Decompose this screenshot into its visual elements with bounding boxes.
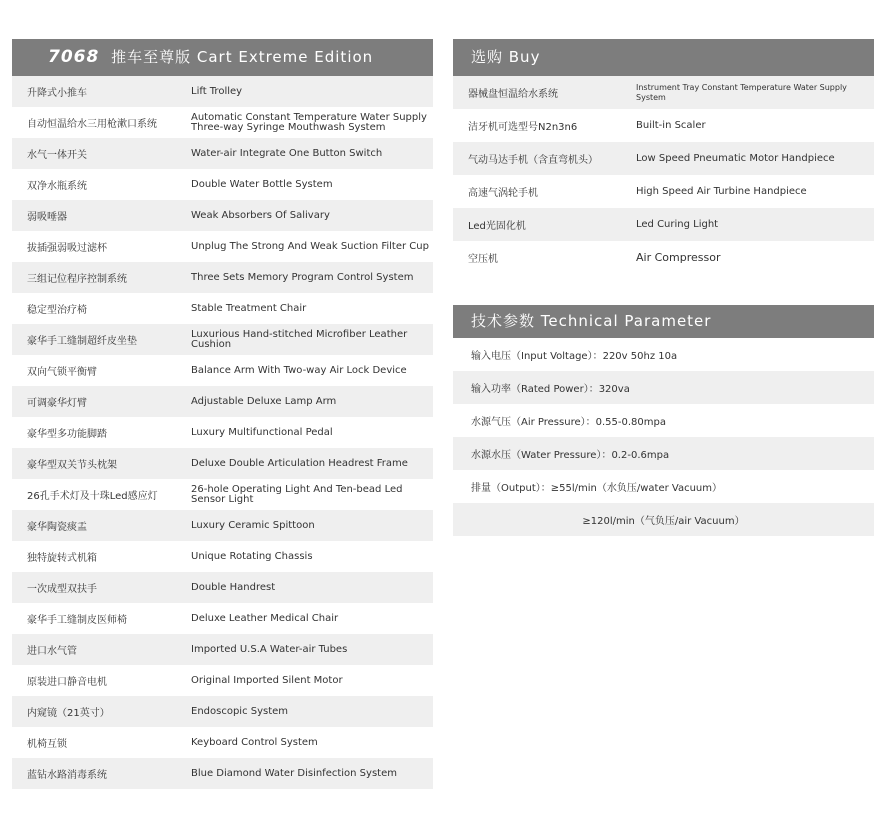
feature-name-en: Deluxe Leather Medical Chair (191, 612, 339, 624)
feature-name-en: Low Speed Pneumatic Motor Handpiece (636, 152, 835, 164)
buy-list (453, 76, 874, 274)
parameter-text: 输入电压（Input Voltage）：220v 50hz 10a (471, 351, 678, 362)
table-row (12, 603, 433, 634)
table-row (12, 448, 433, 479)
features-header (12, 39, 433, 76)
table-row (12, 727, 433, 758)
feature-name-zh: 豪华手工缝制皮医师椅 (27, 615, 127, 626)
feature-name-en: Blue Diamond Water Disinfection System (191, 767, 397, 779)
table-row (453, 109, 874, 142)
parameter-row (453, 437, 874, 470)
feature-name-zh: 弱吸唾器 (27, 212, 67, 223)
table-row (12, 138, 433, 169)
feature-name-en: Luxury Multifunctional Pedal (191, 426, 333, 438)
feature-name-zh: Led光固化机 (468, 221, 526, 232)
model-number: 7068 (48, 47, 100, 67)
table-row (12, 169, 433, 200)
feature-name-en: Automatic Constant Temperature Water Supply Three-way Syringe Mouthwash System (191, 111, 427, 133)
table-row (12, 76, 433, 107)
feature-name-en: High Speed Air Turbine Handpiece (636, 185, 807, 197)
feature-name-en: Water-air Integrate One Button Switch (191, 147, 383, 159)
parameter-text: 输入功率（Rated Power）：320va (471, 384, 630, 395)
parameter-row (453, 338, 874, 371)
tech-title: 技术参数 Technical Parameter (471, 312, 712, 330)
feature-name-en: Original Imported Silent Motor (191, 674, 343, 686)
features-list (12, 76, 433, 789)
table-row (12, 572, 433, 603)
feature-name-en: Luxury Ceramic Spittoon (191, 519, 315, 531)
table-row (12, 696, 433, 727)
feature-name-en: Luxurious Hand-stitched Microfiber Leather Cushion (191, 328, 408, 350)
feature-name-en: 26-hole Operating Light And Ten-bead Led Sensor Light (191, 483, 403, 505)
table-row (12, 107, 433, 138)
feature-name-zh: 洁牙机可选型号N2n3n6 (468, 122, 578, 133)
parameter-row (453, 503, 874, 536)
feature-name-zh: 水气一体开关 (27, 150, 87, 161)
parameter-row (453, 371, 874, 404)
table-row (12, 541, 433, 572)
feature-name-en: Led Curing Light (636, 218, 719, 230)
feature-name-zh: 独特旋转式机箱 (27, 553, 97, 564)
table-row (453, 241, 874, 274)
feature-name-en: Keyboard Control System (191, 736, 318, 748)
parameter-text: 水源气压（Air Pressure）：0.55-0.80mpa (471, 417, 666, 428)
table-row (12, 355, 433, 386)
feature-name-zh: 双净水瓶系统 (27, 181, 87, 192)
tech-header (453, 305, 874, 338)
feature-name-zh: 豪华型多功能脚踏 (27, 429, 107, 440)
feature-name-en: Three Sets Memory Program Control System (191, 271, 414, 283)
feature-name-zh: 蓝钻水路消毒系统 (27, 770, 107, 781)
feature-name-en: Unique Rotating Chassis (191, 550, 313, 562)
feature-name-en: Lift Trolley (191, 85, 243, 97)
feature-name-en: Adjustable Deluxe Lamp Arm (191, 395, 337, 407)
parameter-text: 排量（Output）：≥55l/min（水负压/water Vacuum） (471, 483, 722, 494)
feature-name-en: Air Compressor (636, 250, 721, 264)
feature-name-en: Double Water Bottle System (191, 178, 333, 190)
buy-title: 选购 Buy (471, 48, 541, 66)
features-title: 推车至尊版 Cart Extreme Edition (111, 48, 374, 66)
parameter-row (453, 404, 874, 437)
tech-list (453, 338, 874, 536)
feature-name-en: Weak Absorbers Of Salivary (191, 209, 330, 221)
feature-name-en: Imported U.S.A Water-air Tubes (191, 643, 348, 655)
buy-header (453, 39, 874, 76)
feature-name-zh: 一次成型双扶手 (27, 584, 97, 595)
feature-name-zh: 器械盘恒温给水系统 (468, 89, 558, 100)
parameter-text: ≥120l/min（气负压/air Vacuum） (582, 516, 745, 527)
feature-name-en: Double Handrest (191, 581, 276, 593)
table-row (453, 142, 874, 175)
feature-name-zh: 气动马达手机（含直弯机头） (468, 155, 598, 166)
table-row (12, 634, 433, 665)
feature-name-zh: 双向气锁平衡臂 (27, 367, 97, 378)
feature-name-zh: 进口水气管 (27, 646, 77, 657)
feature-name-en: Instrument Tray Constant Temperature Water Supply System (636, 82, 847, 102)
table-row (12, 479, 433, 510)
feature-name-en: Endoscopic System (191, 705, 289, 717)
table-row (453, 175, 874, 208)
feature-name-zh: 机椅互锁 (27, 739, 67, 750)
feature-name-zh: 内窥镜（21英寸） (27, 708, 110, 719)
table-row (12, 324, 433, 355)
parameter-text: 水源水压（Water Pressure）：0.2-0.6mpa (471, 450, 670, 461)
table-row (12, 417, 433, 448)
parameter-row (453, 470, 874, 503)
table-row (12, 293, 433, 324)
feature-name-zh: 三组记位程序控制系统 (27, 274, 127, 285)
feature-name-zh: 自动恒温给水三用枪漱口系统 (27, 119, 157, 130)
feature-name-zh: 可调豪华灯臂 (27, 398, 87, 409)
table-row (12, 200, 433, 231)
feature-name-zh: 高速气涡轮手机 (468, 188, 538, 199)
feature-name-zh: 空压机 (468, 254, 498, 265)
table-row (12, 510, 433, 541)
tech-panel (453, 305, 874, 536)
table-row (12, 758, 433, 789)
feature-name-zh: 豪华手工缝制超纤皮坐垫 (27, 336, 137, 347)
table-row (12, 386, 433, 417)
feature-name-zh: 稳定型治疗椅 (27, 305, 87, 316)
feature-name-en: Unplug The Strong And Weak Suction Filter Cup (191, 240, 429, 252)
feature-name-en: Deluxe Double Articulation Headrest Frame (191, 457, 408, 469)
feature-name-zh: 26孔手术灯及十珠Led感应灯 (27, 491, 158, 502)
table-row (12, 665, 433, 696)
feature-name-zh: 豪华型双关节头枕架 (27, 460, 117, 471)
feature-name-en: Stable Treatment Chair (191, 302, 307, 314)
buy-panel (453, 39, 874, 274)
feature-name-zh: 豪华陶瓷痰盂 (27, 522, 87, 533)
table-row (453, 208, 874, 241)
features-panel (12, 39, 433, 789)
feature-name-en: Built-in Scaler (636, 119, 706, 131)
table-row (12, 231, 433, 262)
feature-name-zh: 原装进口静音电机 (27, 677, 107, 688)
table-row (453, 76, 874, 109)
feature-name-en: Balance Arm With Two-way Air Lock Device (191, 364, 407, 376)
table-row (12, 262, 433, 293)
feature-name-zh: 拔插强弱吸过滤杯 (27, 243, 107, 254)
feature-name-zh: 升降式小推车 (27, 88, 87, 99)
